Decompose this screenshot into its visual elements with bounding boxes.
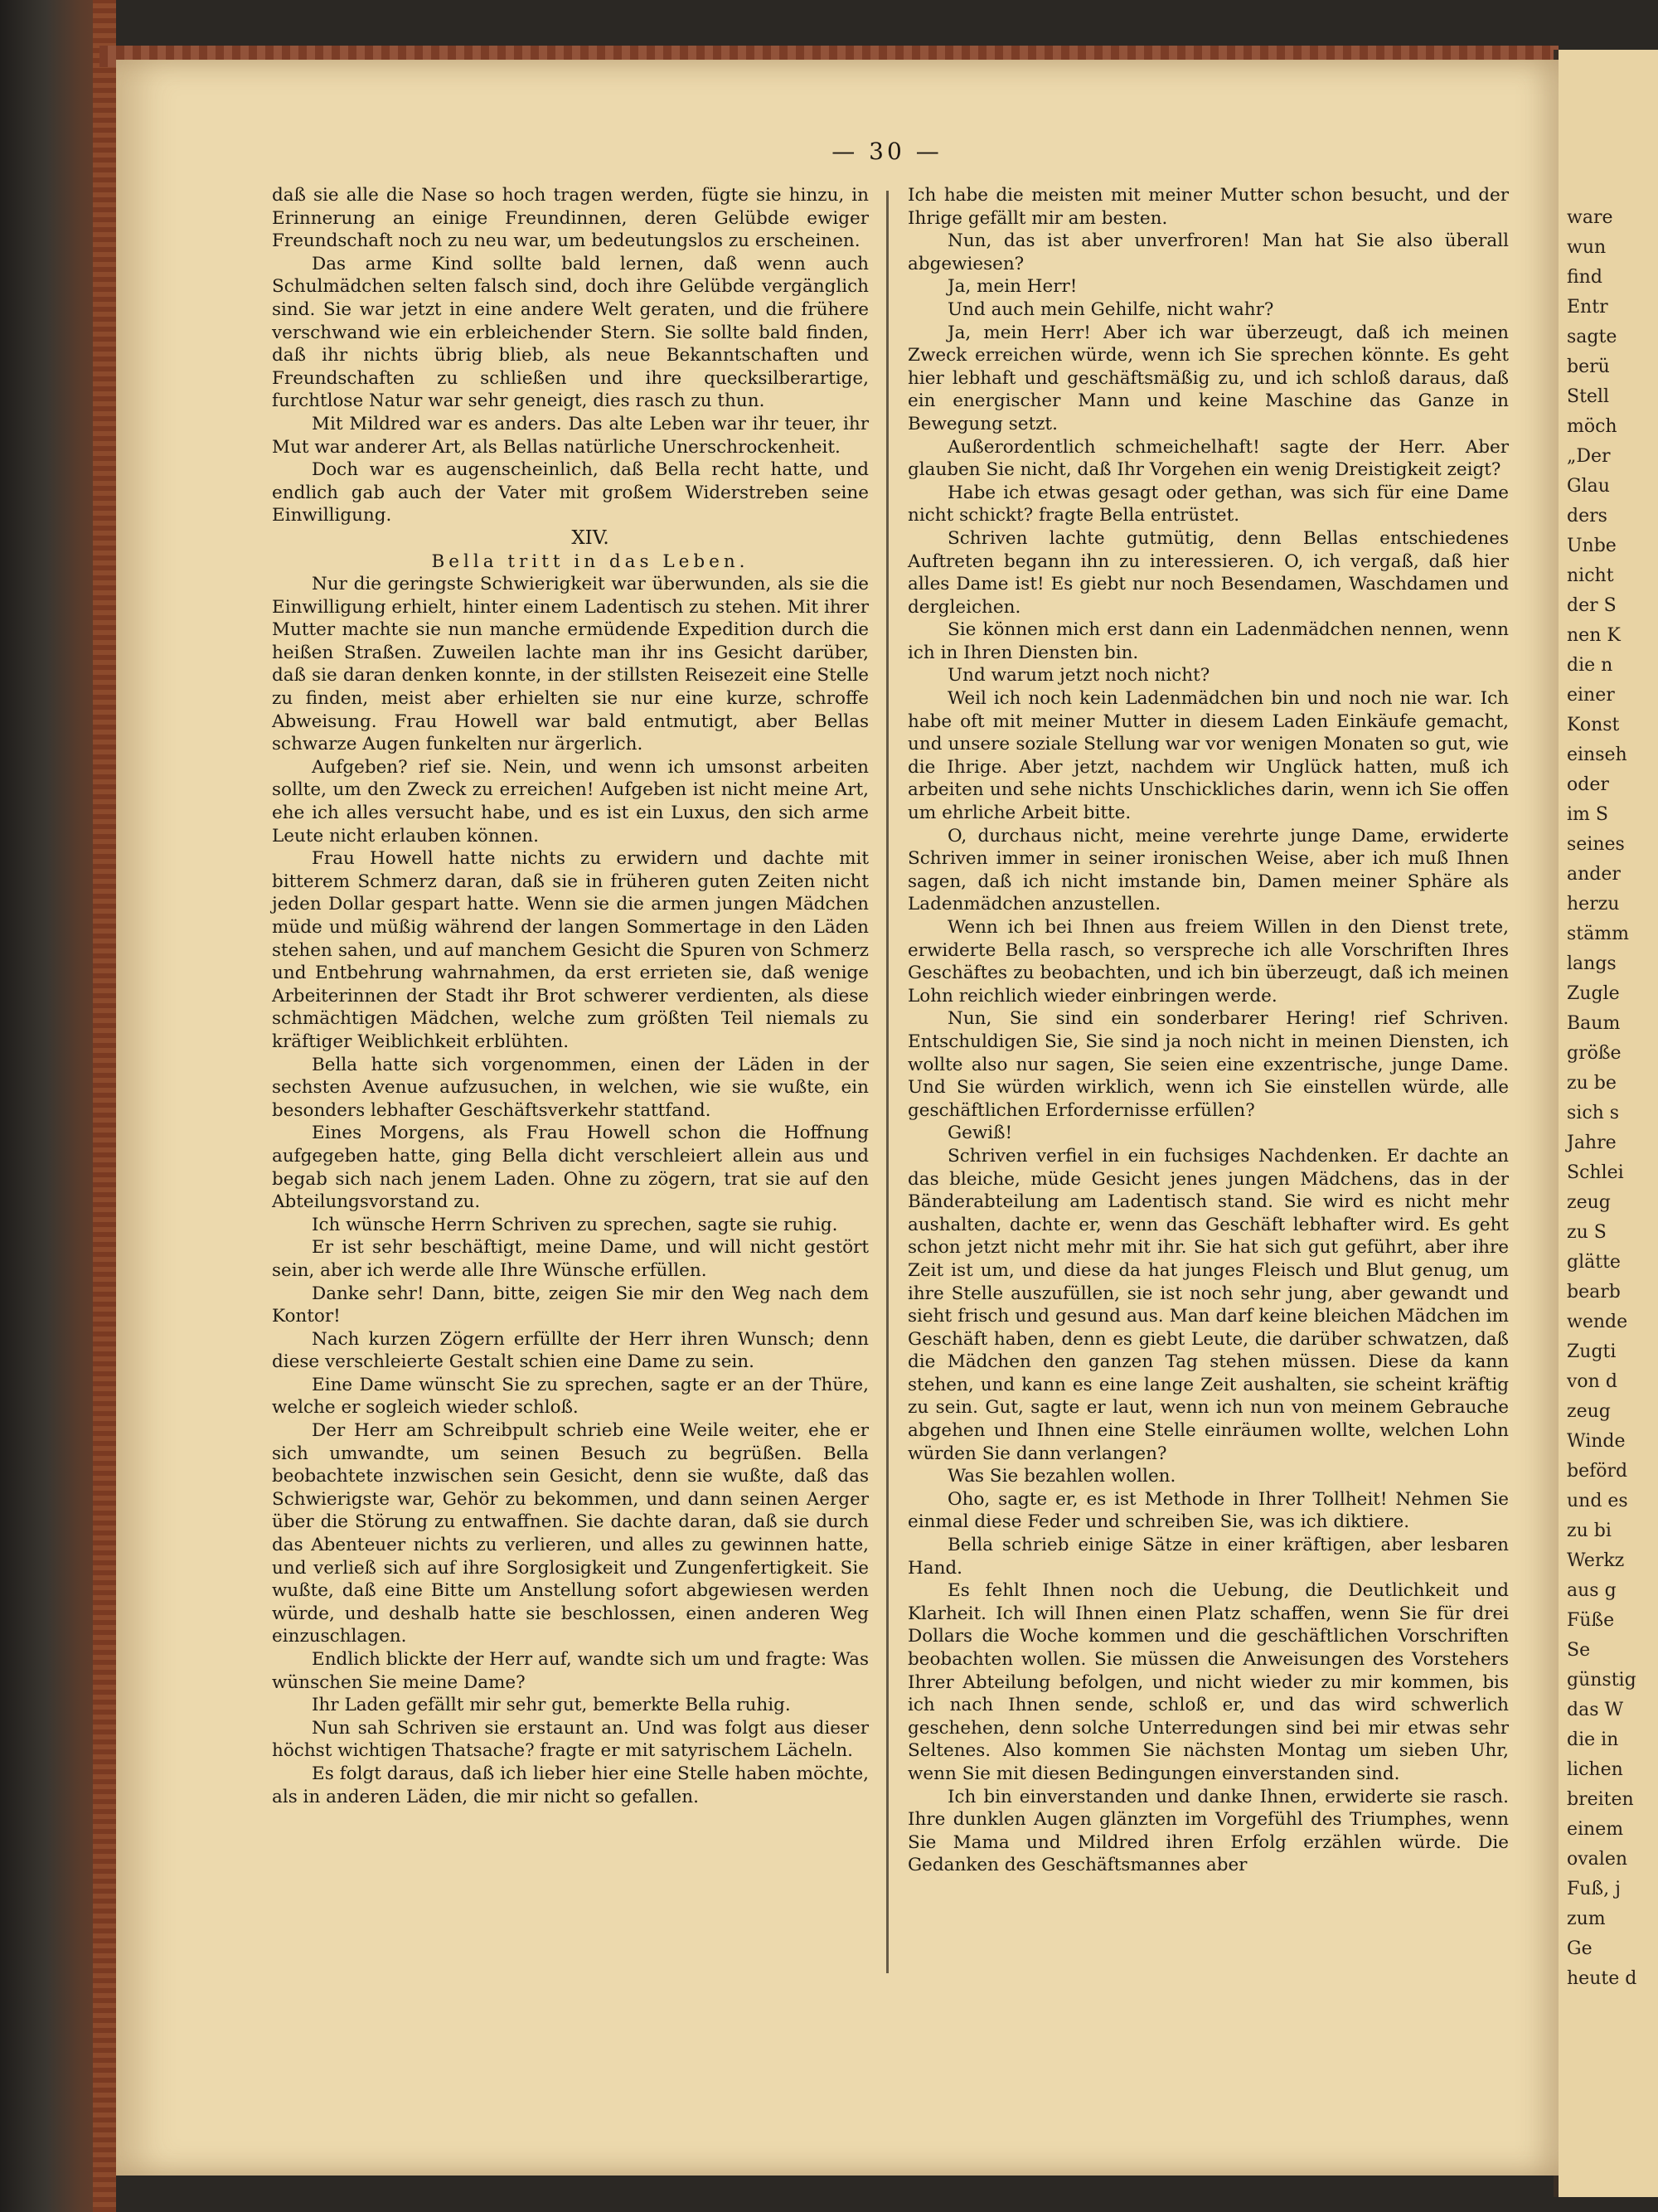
- adjacent-page-fragment: Entr: [1567, 297, 1608, 318]
- adjacent-page-fragment: Werkz: [1567, 1550, 1625, 1571]
- adjacent-page-fragment: sich s: [1567, 1103, 1620, 1123]
- adjacent-page-fragment: stämm: [1567, 924, 1629, 944]
- paragraph: Das arme Kind sollte bald lernen, daß wenn auch Schulmädchen selten falsch sind, doch ihre Gelübde vergänglich sind. Sie war jetzt in eine andere Welt geraten, und die frühere verschwand wie ein erbleichender Stern. Sie sollte bald finden, daß ihr nichts übrig blieb, als neue Bekanntschaften und Freundschaften zu schließen und ihre quecksilberartige, furchtlose Natur war sehr geneigt, dies rasch zu thun.: [272, 253, 869, 412]
- adjacent-page-fragment: zeug: [1567, 1401, 1611, 1422]
- column-divider: [886, 191, 889, 1973]
- adjacent-page-fragment: „Der: [1567, 446, 1611, 467]
- adjacent-page-fragment: beförd: [1567, 1461, 1628, 1482]
- adjacent-page-fragment: Ge: [1567, 1938, 1593, 1959]
- adjacent-page-fragment: günstig: [1567, 1670, 1636, 1691]
- adjacent-page-fragment: die in: [1567, 1729, 1619, 1750]
- paragraph: Mit Mildred war es anders. Das alte Leben war ihr teuer, ihr Mut war anderer Art, als Bellas natürliche Unerschrockenheit.: [272, 413, 869, 458]
- adjacent-page-fragment: lichen: [1567, 1759, 1623, 1780]
- right-column: [908, 184, 1509, 1877]
- paragraph: daß sie alle die Nase so hoch tragen werden, fügte sie hinzu, in Erinnerung an einige Freundinnen, deren Gelübde ewiger Freundschaft noch zu neu war, um bedeutungslos zu erscheinen.: [272, 185, 869, 252]
- adjacent-page-fragment: wende: [1567, 1312, 1628, 1332]
- paragraph: Nun, das ist aber unverfroren! Man hat Sie also überall abgewiesen?: [908, 230, 1509, 274]
- adjacent-page-fragment: Jahre: [1567, 1133, 1617, 1153]
- paragraph: Sie können mich erst dann ein Ladenmädchen nennen, wenn ich in Ihren Diensten bin.: [908, 619, 1509, 663]
- adjacent-page-fragment: Stell: [1567, 386, 1610, 407]
- paragraph: Gewiß!: [948, 1123, 1013, 1144]
- adjacent-page-fragment: einer: [1567, 685, 1615, 706]
- paragraph: Eines Morgens, als Frau Howell schon die Hoffnung aufgegeben hatte, ging Bella dicht verschleiert allein aus und begab sich nach jenem Laden. Ohne zu zögern, trat sie auf den Abteilungsvorstand zu.: [272, 1123, 869, 1213]
- adjacent-page-fragment: seines: [1567, 834, 1625, 855]
- adjacent-page-fragment: nen K: [1567, 625, 1621, 646]
- adjacent-page-fragment: bearb: [1567, 1282, 1621, 1302]
- adjacent-page-fragment: möch: [1567, 416, 1617, 437]
- adjacent-page-fragment: größe: [1567, 1043, 1622, 1064]
- adjacent-page-fragment: ander: [1567, 864, 1621, 885]
- adjacent-page-fragment: einseh: [1567, 745, 1627, 765]
- paragraph: Habe ich etwas gesagt oder gethan, was sich für eine Dame nicht schickt? fragte Bella entrüstet.: [908, 482, 1509, 526]
- paragraph: Es folgt daraus, daß ich lieber hier eine Stelle haben möchte, als in anderen Läden, die mir nicht so gefallen.: [272, 1763, 869, 1807]
- paragraph: Nur die geringste Schwierigkeit war überwunden, als sie die Einwilligung erhielt, hinter einem Ladentisch zu stehen. Mit ihrer Mutter machte sie nun manche ermüdende Expedition durch die heißen Straßen. Zuweilen lachte man ihr ins Gesicht darüber, daß sie daran denken konnte, in der stillsten Reisezeit eine Stelle zu finden, meist aber erhielten sie nur eine kurze, schroffe Abweisung. Frau Howell war bald entmutigt, aber Bellas schwarze Augen funkelten nur ärgerlich.: [272, 574, 870, 755]
- adjacent-page-fragment: Zugti: [1567, 1341, 1617, 1362]
- paragraph: Schriven lachte gutmütig, denn Bellas entschiedenes Auftreten begann ihn zu interessieren. O, ich vergaß, daß hier alles Dame ist! Es giebt nur noch Besendamen, Waschdamen und dergleichen.: [908, 527, 1509, 618]
- adjacent-page-fragment: im S: [1567, 804, 1608, 825]
- paragraph: Oho, sagte er, es ist Methode in Ihrer Tollheit! Nehmen Sie einmal diese Feder und schreiben Sie, was ich diktiere.: [908, 1488, 1509, 1533]
- paragraph: Aufgeben? rief sie. Nein, und wenn ich umsonst arbeiten sollte, um den Zweck zu erreichen! Aufgeben ist nicht meine Art, ehe ich alles versucht habe, und es ist ein Luxus, den sich arme Leute nicht erlauben können.: [272, 756, 869, 846]
- adjacent-page-fragment: von d: [1567, 1371, 1617, 1392]
- adjacent-page-edge: [1554, 50, 1658, 2197]
- paragraph: Nach kurzen Zögern erfüllte der Herr ihren Wunsch; denn diese verschleierte Gestalt schien eine Dame zu sein.: [272, 1328, 869, 1373]
- paragraph: Nun, Sie sind ein sonderbarer Hering! rief Schriven. Entschuldigen Sie, Sie sind ja noch nicht in meinen Diensten, ich wollte also nur sagen, Sie seien eine exzentrische, junge Dame. Und Sie würden wirklich, wenn ich Sie einstellen würde, alle geschäftlichen Erfordernisse erfüllen?: [908, 1008, 1509, 1121]
- adjacent-page-fragment: glätte: [1567, 1252, 1621, 1273]
- adjacent-page-fragment: Konst: [1567, 715, 1620, 735]
- paragraph: Nun sah Schriven sie erstaunt an. Und was folgt aus dieser höchst wichtigen Thatsache? fragte er mit satyrischem Lächeln.: [272, 1717, 869, 1762]
- paragraph: Eine Dame wünscht Sie zu sprechen, sagte er an der Thüre, welche er sogleich wieder schloß.: [272, 1374, 869, 1419]
- paragraph: Ich wünsche Herrn Schriven zu sprechen, sagte sie ruhig.: [312, 1214, 838, 1235]
- paragraph: Doch war es augenscheinlich, daß Bella recht hatte, und endlich gab auch der Vater mit großem Widerstreben seine Einwilligung.: [272, 459, 869, 526]
- paragraph: Weil ich noch kein Ladenmädchen bin und noch nie war. Ich habe oft mit meiner Mutter in diesem Laden Einkäufe gemacht, und unsere soziale Stellung war vor wenigen Monaten so gut, wie die Ihrige. Aber jetzt, nachdem wir Unglück hatten, muß ich arbeiten und sehe nichts Unschickliches darin, wenn ich Sie offen um ehrliche Arbeit bitte.: [908, 688, 1509, 824]
- paragraph: Außerordentlich schmeichelhaft! sagte der Herr. Aber glauben Sie nicht, daß Ihr Vorgehen ein wenig Dreistigkeit zeigt?: [908, 436, 1509, 481]
- paragraph: Der Herr am Schreibpult schrieb eine Weile weiter, ehe er sich umwandte, um seinen Besuch zu begrüßen. Bella beobachtete inzwischen sein Gesicht, denn sie wußte, daß das Schwierigste war, Gehör zu bekommen, und dann seinen Aerger über die Störung zu entwaffnen. Sie dachte daran, daß sie durch das Abenteuer nichts zu verlieren, und alles zu gewinnen hatte, und verließ sich auf ihre Sorglosigkeit und Zungenfertigkeit. Sie wußte, daß eine Bitte um Anstellung sofort abgewiesen werden würde, und deshalb hatte sie beschlossen, einen anderen Weg einzuschlagen.: [272, 1420, 869, 1647]
- adjacent-page-fragment: die n: [1567, 655, 1613, 676]
- paragraph: Wenn ich bei Ihnen aus freiem Willen in den Dienst trete, erwiderte Bella rasch, so verspreche ich alle Vorschriften Ihres Geschäftes zu beobachten, und ich bin überzeugt, daß ich meinen Lohn reichlich wieder einbringen werde.: [908, 917, 1509, 1007]
- adjacent-page-fragment: Winde: [1567, 1431, 1626, 1452]
- adjacent-page-fragment: find: [1567, 267, 1602, 288]
- adjacent-page-fragment: langs: [1567, 953, 1617, 974]
- adjacent-page-fragment: breiten: [1567, 1789, 1634, 1810]
- adjacent-page-fragment: oder: [1567, 774, 1609, 795]
- adjacent-page-fragment: Se: [1567, 1640, 1591, 1661]
- adjacent-page-fragment: Unbe: [1567, 536, 1617, 556]
- paragraph: Und warum jetzt noch nicht?: [948, 665, 1210, 686]
- adjacent-page-fragment: zeug: [1567, 1192, 1611, 1213]
- adjacent-page-fragment: Glau: [1567, 476, 1610, 497]
- adjacent-page-fragment: Schlei: [1567, 1162, 1624, 1183]
- paragraph: Und auch mein Gehilfe, nicht wahr?: [948, 298, 1274, 320]
- paragraph: Es fehlt Ihnen noch die Uebung, die Deutlichkeit und Klarheit. Ich will Ihnen einen Platz schaffen, wenn Sie für drei Dollars die Woche kommen und die geschäftlichen Vorschriften beobachten wollen. Sie müssen die Anweisungen des Vorstehers Ihrer Abteilung befolgen, und nicht wieder zu mir kommen, bis ich nach Ihnen sende, schloß er, und das wird schwerlich geschehen, denn solche Unterredungen sind bei mir etwas sehr Seltenes. Also kommen Sie nächsten Montag um sieben Uhr, wenn Sie mit diesen Bedingungen einverstanden sind.: [908, 1580, 1509, 1784]
- adjacent-page-fragment: zu S: [1567, 1222, 1607, 1243]
- adjacent-page-fragment: der S: [1567, 595, 1617, 616]
- paragraph: Ich bin einverstanden und danke Ihnen, erwiderte sie rasch. Ihre dunklen Augen glänzten im Vorgefühl des Triumphes, wenn Sie Mama und Mildred ihren Erfolg erzählen würde. Die Gedanken des Geschäftsmannes aber: [908, 1786, 1509, 1876]
- chapter-title: Bella tritt in das Leben.: [431, 551, 749, 572]
- paragraph: Endlich blickte der Herr auf, wandte sich um und fragte: Was wünschen Sie meine Dame?: [272, 1649, 869, 1693]
- left-column: [272, 184, 869, 1808]
- adjacent-page-fragment: sagte: [1567, 327, 1617, 347]
- adjacent-page-fragment: wun: [1567, 237, 1607, 258]
- adjacent-page-fragment: einem: [1567, 1819, 1624, 1840]
- paragraph: O, durchaus nicht, meine verehrte junge Dame, erwiderte Schriven immer in seiner ironischen Weise, aber ich muß Ihnen sagen, daß ich nicht imstande bin, Damen meiner Sphäre als Ladenmädchen anzustellen.: [908, 825, 1509, 915]
- paragraph: Ihr Laden gefällt mir sehr gut, bemerkte Bella ruhig.: [312, 1695, 791, 1716]
- paragraph: Er ist sehr beschäftigt, meine Dame, und will nicht gestört sein, aber ich werde alle Ihre Wünsche erfüllen.: [272, 1237, 869, 1281]
- paragraph: Frau Howell hatte nichts zu erwidern und dachte mit bitterem Schmerz daran, daß sie in früheren guten Zeiten nicht jeden Dollar gespart hatte. Wenn sie die armen jungen Mädchen müde und müßig während der langen Sommertage in den Läden stehen sahen, und auf manchem Gesicht die Spuren von Schmerz und Entbehrung wahrnahmen, da erst errieten sie, daß wenige Arbeiterinnen der Stadt ihr Brot schwerer verdienten, als diese schmächtigen Mädchen, welche zum größten Teil niemals zu kräftiger Weiblichkeit erblühten.: [272, 848, 869, 1052]
- adjacent-page-fragment: und es: [1567, 1491, 1628, 1511]
- paragraph: Was Sie bezahlen wollen.: [948, 1466, 1176, 1487]
- book-binding: [0, 0, 116, 2212]
- adjacent-page-fragment: Fuß, j: [1567, 1879, 1621, 1899]
- adjacent-page-fragment: aus g: [1567, 1580, 1617, 1601]
- paragraph: Ja, mein Herr!: [948, 276, 1078, 298]
- paragraph: Danke sehr! Dann, bitte, zeigen Sie mir den Weg nach dem Kontor!: [272, 1283, 869, 1327]
- paragraph: Bella schrieb einige Sätze in einer kräftigen, aber lesbaren Hand.: [908, 1535, 1509, 1579]
- adjacent-page-fragment: ders: [1567, 506, 1607, 526]
- adjacent-page-fragment: herzu: [1567, 894, 1620, 914]
- adjacent-page-fragment: nicht: [1567, 565, 1614, 586]
- adjacent-page-fragment: berü: [1567, 357, 1610, 377]
- adjacent-page-fragment: heute d: [1567, 1968, 1637, 1989]
- page-number: — 30 —: [831, 138, 943, 165]
- chapter-number: XIV.: [571, 526, 609, 549]
- adjacent-page-fragment: das W: [1567, 1700, 1624, 1720]
- paragraph: Schriven verfiel in ein fuchsiges Nachdenken. Er dachte an das bleiche, müde Gesicht jenes jungen Mädchens, das in der Bänderabteilung am Ladentisch stand. Sie wird es nicht mehr aushalten, dachte er, wenn das Geschäft lebhafter wird. Es geht schon jetzt nicht mehr mit ihr. Sie hat sich gut geführt, aber ihre Zeit ist um, und diese da hat junges Fleisch und Blut genug, um ihre Stelle auszufüllen, sie ist noch sehr jung, aber gewandt und sieht frisch und gesund aus. Man darf keine bleichen Mädchen im Geschäft haben, denn es giebt Leute, die darüber schwatzen, daß die Mädchen den ganzen Tag stehen müssen. Diese da kann stehen, und kann es eine lange Zeit aushalten, sie scheint kräftig zu sein. Gut, sagte er laut, wenn ich nun von meinem Gebrauche abgehen und Ihnen eine Stelle einräumen wollte, welchen Lohn würden Sie dann verlangen?: [908, 1145, 1509, 1464]
- adjacent-page-fragment: Füße: [1567, 1610, 1615, 1631]
- adjacent-page-fragment: ware: [1567, 207, 1613, 228]
- adjacent-page-fragment: zum: [1567, 1909, 1606, 1929]
- adjacent-page-fragment: Baum: [1567, 1013, 1621, 1034]
- adjacent-page-fragment: ovalen: [1567, 1849, 1628, 1870]
- paragraph: Bella hatte sich vorgenommen, einen der Läden in der sechsten Avenue aufzusuchen, in welchen, wie sie wußte, ein besonders lebhafter Geschäftsverkehr stattfand.: [272, 1054, 869, 1121]
- adjacent-page-fragment: zu be: [1567, 1073, 1617, 1094]
- adjacent-page-fragment: Zugle: [1567, 983, 1620, 1004]
- adjacent-page-fragment: zu bi: [1567, 1521, 1612, 1541]
- paragraph: Ja, mein Herr! Aber ich war überzeugt, daß ich meinen Zweck erreichen würde, wenn ich Sie sprechen könnte. Es geht hier lebhaft und geschäftsmäßig zu, und ich schloß daraus, daß ein energischer Mann und keine Maschine das Ganze in Bewegung setzt.: [908, 322, 1509, 434]
- paragraph: Ich habe die meisten mit meiner Mutter schon besucht, und der Ihrige gefällt mir am besten.: [908, 185, 1509, 229]
